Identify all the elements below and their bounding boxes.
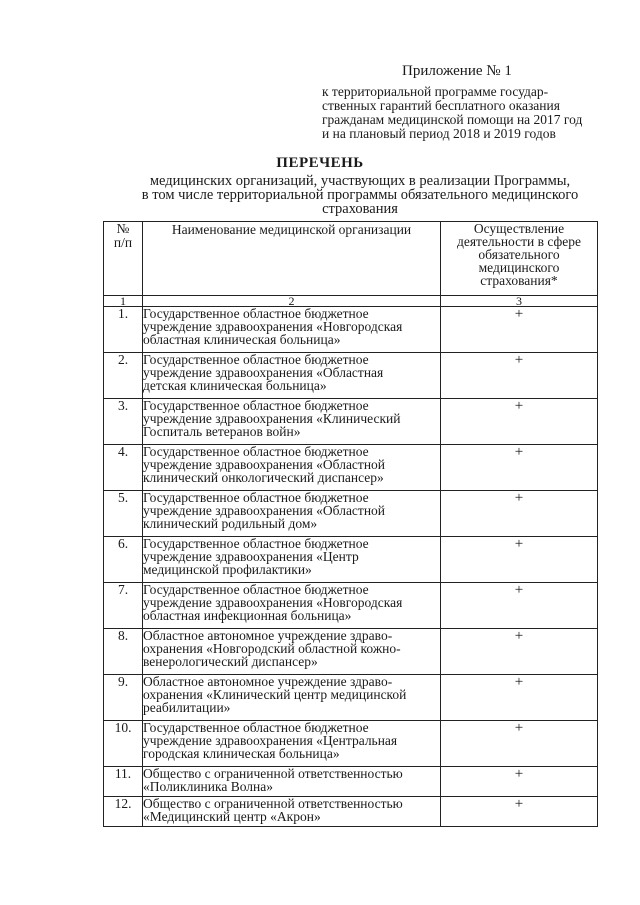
organization-name-line: Государственное областное бюджетное	[143, 720, 369, 735]
organizations-table	[103, 221, 598, 827]
oms-participation-mark: +	[441, 445, 598, 491]
row-number: 7.	[104, 583, 143, 629]
oms-participation-mark: +	[441, 629, 598, 675]
organization-name-line: учреждение здравоохранения «Центральная	[143, 733, 398, 748]
row-number: 11.	[104, 767, 143, 797]
table-row	[104, 629, 598, 675]
organization-name-line: Областное автономное учреждение здраво-	[143, 674, 393, 689]
organization-name	[143, 767, 441, 797]
appendix-line: к территориальной программе государ-	[322, 84, 549, 99]
column-index: 3	[441, 296, 598, 307]
organization-name-line: учреждение здравоохранения «Областной	[143, 503, 386, 518]
appendix-title: Приложение № 1	[402, 63, 512, 79]
organization-name-line: медицинской профилактики»	[143, 562, 312, 577]
table-header-row	[104, 222, 598, 296]
column-header-line: страхования*	[480, 273, 558, 288]
row-number: 1.	[104, 307, 143, 353]
organization-name	[143, 629, 441, 675]
oms-participation-mark: +	[441, 675, 598, 721]
organization-name-line: Областное автономное учреждение здраво-	[143, 628, 393, 643]
row-number: 10.	[104, 721, 143, 767]
organization-name	[143, 353, 441, 399]
appendix-line: гражданам медицинской помощи на 2017 год	[322, 112, 583, 127]
organization-name-line: детская клиническая больница»	[143, 378, 327, 393]
subtitle-line: страхования	[322, 201, 398, 217]
table-row	[104, 445, 598, 491]
table-row	[104, 491, 598, 537]
table-row	[104, 399, 598, 445]
oms-participation-mark: +	[441, 307, 598, 353]
organization-name	[143, 675, 441, 721]
row-number: 3.	[104, 399, 143, 445]
column-header-line: обязательного	[478, 247, 560, 262]
column-header-number	[104, 222, 143, 296]
oms-participation-mark: +	[441, 767, 598, 797]
table-row	[104, 721, 598, 767]
subtitle-line: в том числе территориальной программы обязательного медицинского	[141, 187, 579, 203]
organization-name-line: клинический онкологический диспансер»	[143, 470, 384, 485]
column-header-line: п/п	[113, 235, 133, 250]
organization-name-line: реабилитации»	[143, 700, 231, 715]
row-number: 2.	[104, 353, 143, 399]
organization-name-line: учреждение здравоохранения «Клинический	[143, 411, 401, 426]
organization-name-line: Государственное областное бюджетное	[143, 582, 369, 597]
appendix-line: и на плановый период 2018 и 2019 годов	[322, 126, 556, 141]
column-header-oms	[441, 222, 598, 296]
column-index: 1	[104, 296, 143, 307]
column-header-line: деятельности в сфере	[456, 234, 582, 249]
table-row	[104, 307, 598, 353]
table-row	[104, 353, 598, 399]
column-index: 2	[143, 296, 441, 307]
table-row	[104, 675, 598, 721]
organization-name	[143, 307, 441, 353]
table-row	[104, 583, 598, 629]
oms-participation-mark: +	[441, 797, 598, 827]
organization-name-line: Государственное областное бюджетное	[143, 306, 369, 321]
oms-participation-mark: +	[441, 399, 598, 445]
organization-name-line: учреждение здравоохранения «Областная	[143, 365, 384, 380]
organization-name	[143, 399, 441, 445]
organization-name-line: городская клиническая больница»	[143, 746, 340, 761]
column-header-line: №	[116, 221, 130, 236]
organization-name	[143, 721, 441, 767]
oms-participation-mark: +	[441, 721, 598, 767]
organization-name-line: Государственное областное бюджетное	[143, 490, 369, 505]
organization-name-line: Общество с ограниченной ответственностью	[143, 766, 403, 781]
column-index-row	[104, 296, 598, 307]
organization-name	[143, 797, 441, 827]
organization-name-line: охранения «Новгородский областной кожно-	[143, 641, 401, 656]
appendix-subtitle	[322, 85, 592, 141]
document-title: ПЕРЕЧЕНЬ	[276, 155, 364, 171]
row-number: 6.	[104, 537, 143, 583]
oms-participation-mark: +	[441, 537, 598, 583]
organization-name-line: клинический родильный дом»	[143, 516, 318, 531]
organization-name-line: «Медицинский центр «Акрон»	[143, 809, 321, 824]
oms-participation-mark: +	[441, 353, 598, 399]
subtitle-line: медицинских организаций, участвующих в реализации Программы,	[149, 173, 571, 189]
organization-name-line: венерологический диспансер»	[143, 654, 318, 669]
organization-name-line: учреждение здравоохранения «Областной	[143, 457, 386, 472]
column-header-line: Осуществление	[473, 221, 565, 236]
organization-name-line: учреждение здравоохранения «Новгородская	[143, 595, 403, 610]
organization-name-line: учреждение здравоохранения «Центр	[143, 549, 359, 564]
column-header-line: медицинского	[478, 260, 560, 275]
oms-participation-mark: +	[441, 583, 598, 629]
row-number: 4.	[104, 445, 143, 491]
table-row	[104, 537, 598, 583]
organization-name	[143, 445, 441, 491]
table-row	[104, 767, 598, 797]
row-number: 8.	[104, 629, 143, 675]
organization-name-line: Госпиталь ветеранов войн»	[143, 424, 301, 439]
row-number: 5.	[104, 491, 143, 537]
organization-name-line: Государственное областное бюджетное	[143, 352, 369, 367]
organization-name-line: учреждение здравоохранения «Новгородская	[143, 319, 403, 334]
column-header-name: Наименование медицинской организации	[143, 222, 441, 296]
organization-name	[143, 537, 441, 583]
organization-name-line: охранения «Клинический центр медицинской	[143, 687, 407, 702]
appendix-line: ственных гарантий бесплатного оказания	[322, 98, 560, 113]
row-number: 9.	[104, 675, 143, 721]
organization-name-line: Государственное областное бюджетное	[143, 398, 369, 413]
document-subtitle	[90, 174, 630, 216]
organization-name-line: Общество с ограниченной ответственностью	[143, 796, 403, 811]
organization-name-line: «Поликлиника Волна»	[143, 779, 274, 794]
table-row	[104, 797, 598, 827]
organization-name-line: областная клиническая больница»	[143, 332, 341, 347]
organization-name-line: областная инфекционная больница»	[143, 608, 352, 623]
oms-participation-mark: +	[441, 491, 598, 537]
organization-name	[143, 583, 441, 629]
row-number: 12.	[104, 797, 143, 827]
organization-name-line: Государственное областное бюджетное	[143, 536, 369, 551]
organization-name	[143, 491, 441, 537]
organization-name-line: Государственное областное бюджетное	[143, 444, 369, 459]
